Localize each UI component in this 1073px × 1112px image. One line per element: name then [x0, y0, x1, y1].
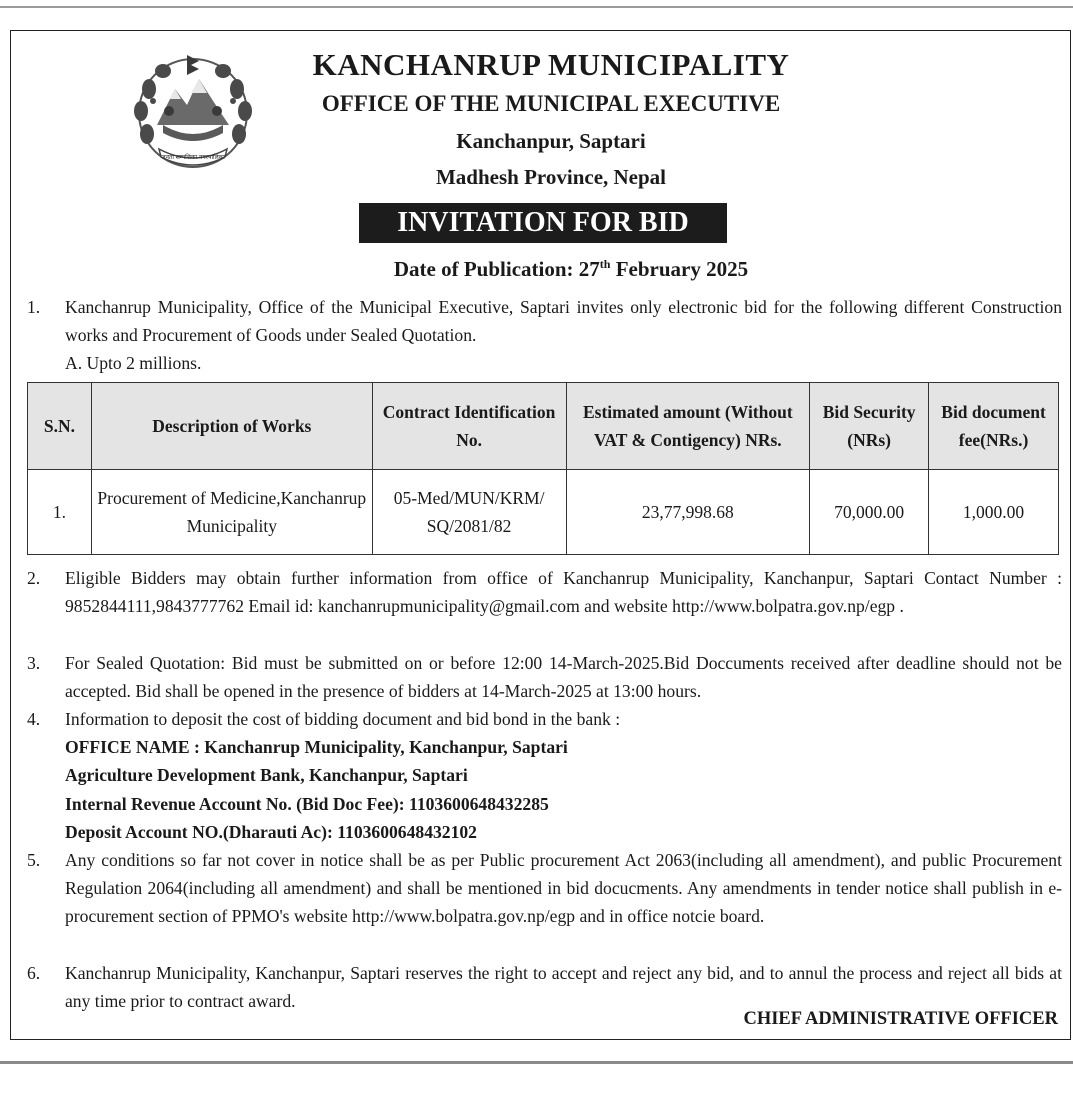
- bank-line: Agriculture Development Bank, Kanchanpur, Saptari: [65, 765, 468, 786]
- publication-date: [241, 257, 901, 282]
- clause-number: 4.: [27, 709, 41, 729]
- deposit-account-line: Deposit Account NO.(Dharauti Ac): 1103600648432102: [65, 821, 477, 842]
- emblem-ribbon-text: जनता सम्पत्तिका नगरपालिका: [161, 154, 225, 161]
- cell-description: Procurement of Medicine,Kanchanrup Municipality: [91, 470, 372, 555]
- office-name: OFFICE OF THE MUNICIPAL EXECUTIVE: [321, 91, 781, 116]
- cell-sn: 1.: [28, 470, 92, 555]
- revenue-account-line: Internal Revenue Account No. (Bid Doc Fee): 1103600648432285: [65, 793, 549, 814]
- clause-6: [27, 959, 1062, 1015]
- top-divider: [0, 6, 1073, 8]
- column-header-description: Description of Works: [91, 383, 372, 470]
- clause-subtext: A. Upto 2 millions.: [65, 353, 202, 374]
- column-header-sn: S.N.: [28, 383, 92, 470]
- clause-text: Kanchanrup Municipality, Kanchanpur, Saptari reserves the right to accept and reject any bid, and to annul the process and reject all bids at any time prior to contract award.: [65, 963, 1062, 1012]
- clause-2: [27, 564, 1062, 620]
- clause-1: [27, 293, 1062, 378]
- cell-document-fee: 1,000.00: [929, 470, 1059, 555]
- cell-contract-id: 05-Med/MUN/KRM/ SQ/2081/82: [372, 470, 566, 555]
- nepal-emblem-logo: [129, 49, 257, 173]
- bid-notice: [10, 30, 1071, 1040]
- clause-number: 1.: [27, 297, 41, 317]
- clause-number: 2.: [27, 568, 41, 588]
- column-header-contract-id: Contract Identification No.: [372, 383, 566, 470]
- clause-4: [27, 705, 1062, 846]
- bid-table: [27, 382, 1059, 555]
- clause-number: 3.: [27, 653, 41, 673]
- pub-date-label: Date of Publication: 27: [393, 257, 600, 281]
- clause-number: 5.: [27, 850, 41, 870]
- clause-5: [27, 846, 1062, 931]
- bottom-divider: [0, 1061, 1073, 1064]
- clause-text: Kanchanrup Municipality, Office of the Municipal Executive, Saptari invites only electronic bid for the following different Construction works and Procurement of Goods under Sealed Quotation.: [65, 297, 1062, 346]
- invitation-banner: INVITATION FOR BID: [359, 203, 727, 243]
- clause-text: Any conditions so far not cover in notice shall be as per Public procurement Act 2063(including all amendment), and public Procurement Regulation 2064(including all amendment) and shall be mentioned in bid docucments. Any amendments in tender notice shall publish in e-procurement section of PPMO's website http://www.bolpatra.gov.np/egp and in office notcie board.: [65, 850, 1062, 927]
- clause-text: Information to deposit the cost of bidding document and bid bond in the bank :: [65, 709, 621, 729]
- table-row: [28, 470, 1059, 555]
- municipality-name: KANCHANRUP MUNICIPALITY: [312, 47, 790, 82]
- province: Madhesh Province, Nepal: [435, 165, 667, 189]
- table-header-row: [28, 383, 1059, 470]
- column-header-document-fee: Bid document fee(NRs.): [929, 383, 1059, 470]
- column-header-bid-security: Bid Security (NRs): [810, 383, 929, 470]
- clause-number: 6.: [27, 963, 41, 983]
- pub-date-rest: February 2025: [610, 257, 749, 281]
- location: Kanchanpur, Saptari: [456, 129, 646, 153]
- cell-bid-security: 70,000.00: [810, 470, 929, 555]
- pub-date-suffix: th: [599, 257, 611, 271]
- signatory-title: CHIEF ADMINISTRATIVE OFFICER: [743, 1009, 1058, 1029]
- clause-text: For Sealed Quotation: Bid must be submitted on or before 12:00 14-March-2025.Bid Doccuments received after deadline should not be accepted. Bid shall be opened in the presence of bidders at 14-March-2025 at 13:00 hours.: [65, 653, 1062, 702]
- office-name-line: OFFICE NAME : Kanchanrup Municipality, Kanchanpur, Saptari: [65, 737, 568, 758]
- column-header-estimated-amount: Estimated amount (Without VAT & Contigency) NRs.: [566, 383, 810, 470]
- clause-3: [27, 649, 1062, 705]
- clause-text: Eligible Bidders may obtain further information from office of Kanchanrup Municipality, Kanchanpur, Saptari Contact Number : 9852844111,9843777762 Email id: kanchanrupmunicipality@gmail.com and website http://www.bolpatra.gov.np/egp .: [65, 568, 1062, 617]
- cell-estimated-amount: 23,77,998.68: [566, 470, 810, 555]
